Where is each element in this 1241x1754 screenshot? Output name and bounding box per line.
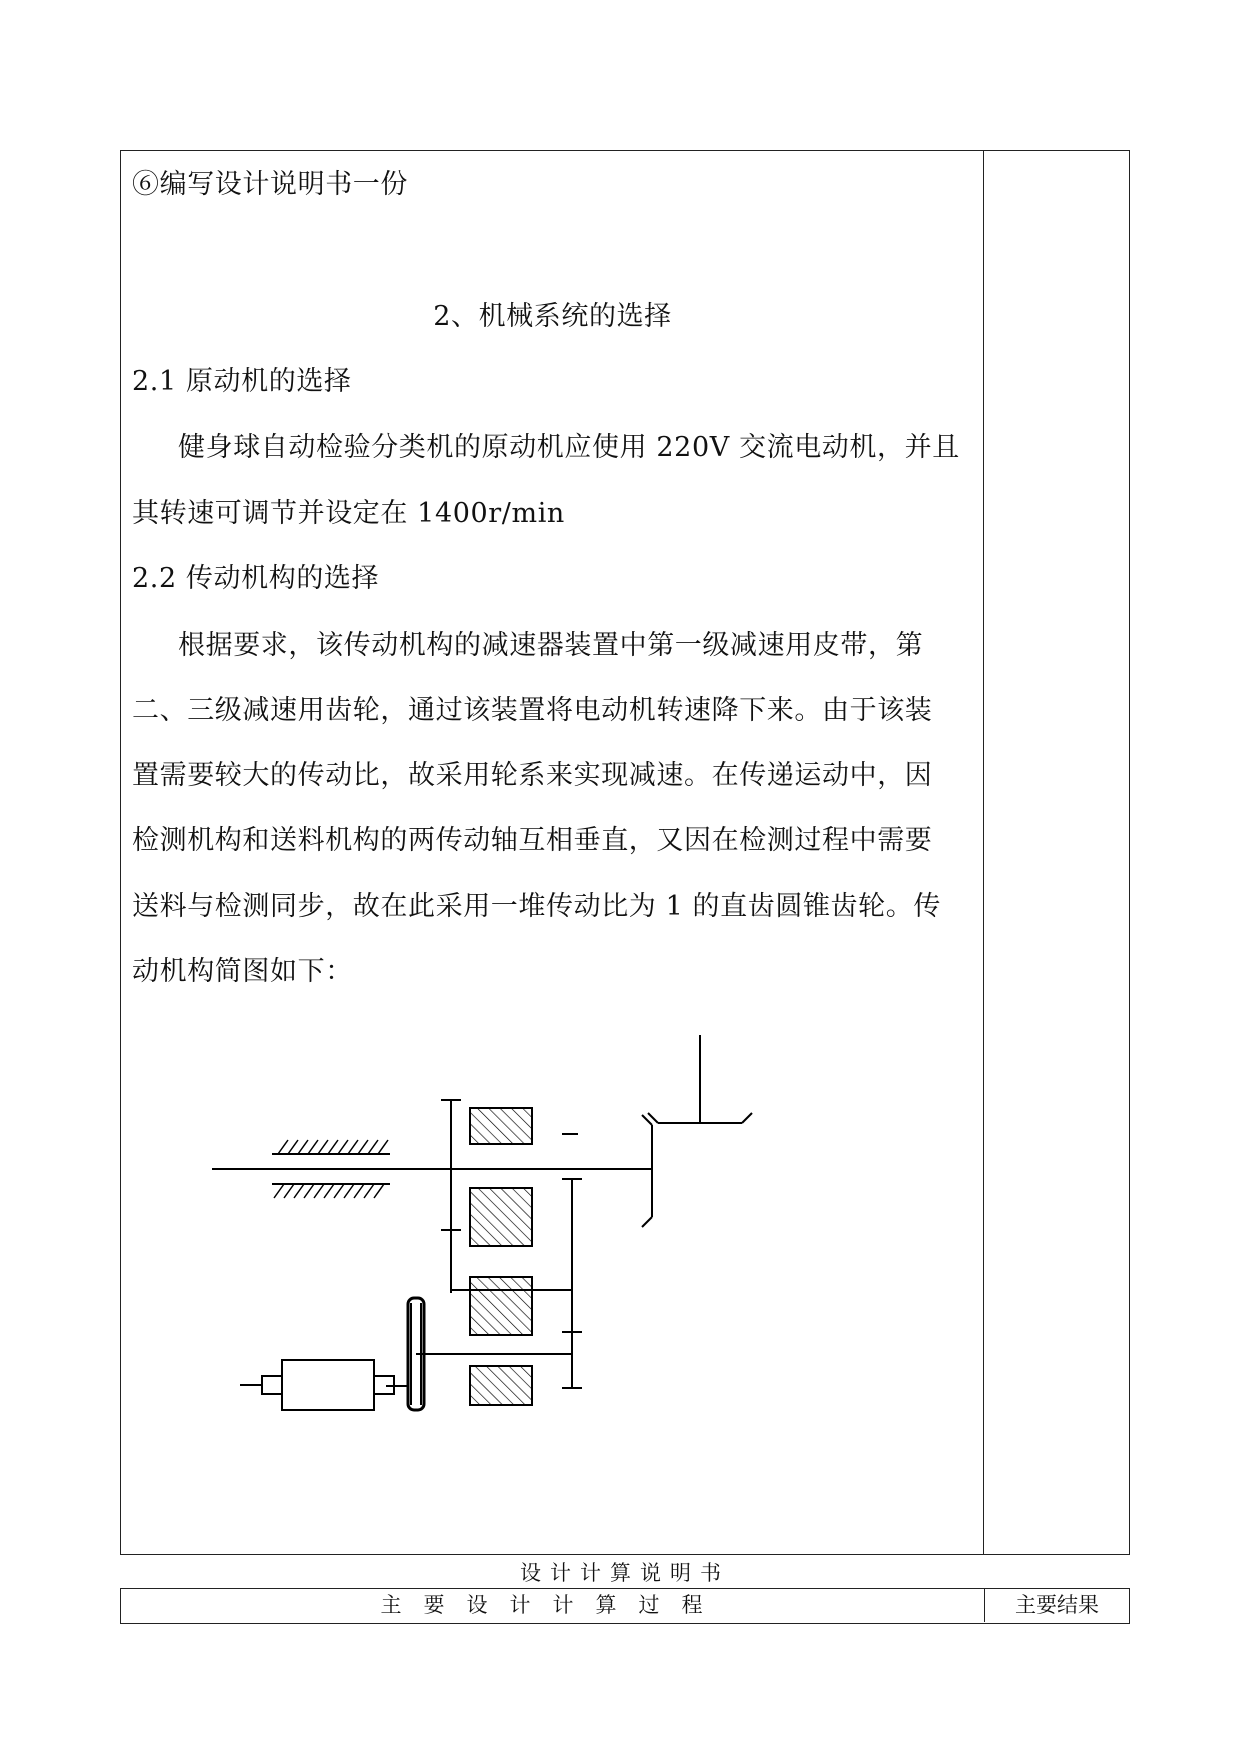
footer-result-header: 主要结果	[1015, 1593, 1099, 1617]
paragraph-2-1-line-1: 健身球自动检验分类机的原动机应使用 220V 交流电动机，并且	[178, 432, 960, 463]
footer-caption: 设计计算说明书	[520, 1561, 730, 1585]
paragraph-2-2-line-1: 根据要求，该传动机构的减速器装置中第一级减速用皮带，第	[178, 630, 924, 661]
paragraph-2-2-line-5: 送料与检测同步，故在此采用一堆传动比为 1 的直齿圆锥齿轮。传	[132, 891, 941, 922]
transmission-diagram	[200, 1035, 780, 1465]
subsection-2-2-heading: 2.2 传动机构的选择	[132, 563, 380, 594]
paragraph-2-2-line-2: 二、三级减速用齿轮，通过该装置将电动机转速降下来。由于该装	[132, 695, 933, 726]
footer-main-header: 主要设计计算过程	[121, 1589, 985, 1622]
paragraph-2-1-line-2: 其转速可调节并设定在 1400r/min	[132, 498, 565, 529]
footer-table	[120, 1588, 1130, 1624]
paragraph-2-2-line-4: 检测机构和送料机构的两传动轴互相垂直，又因在检测过程中需要	[132, 825, 933, 856]
column-divider	[983, 150, 984, 1555]
paragraph-2-2-line-3: 置需要较大的传动比，故采用轮系来实现减速。在传递运动中，因	[132, 760, 933, 791]
subsection-2-1-heading: 2.1 原动机的选择	[132, 366, 352, 397]
item-6: ⑥编写设计说明书一份	[132, 169, 408, 200]
section-title: 2、机械系统的选择	[433, 301, 672, 332]
paragraph-2-2-line-6: 动机构简图如下：	[132, 956, 353, 987]
